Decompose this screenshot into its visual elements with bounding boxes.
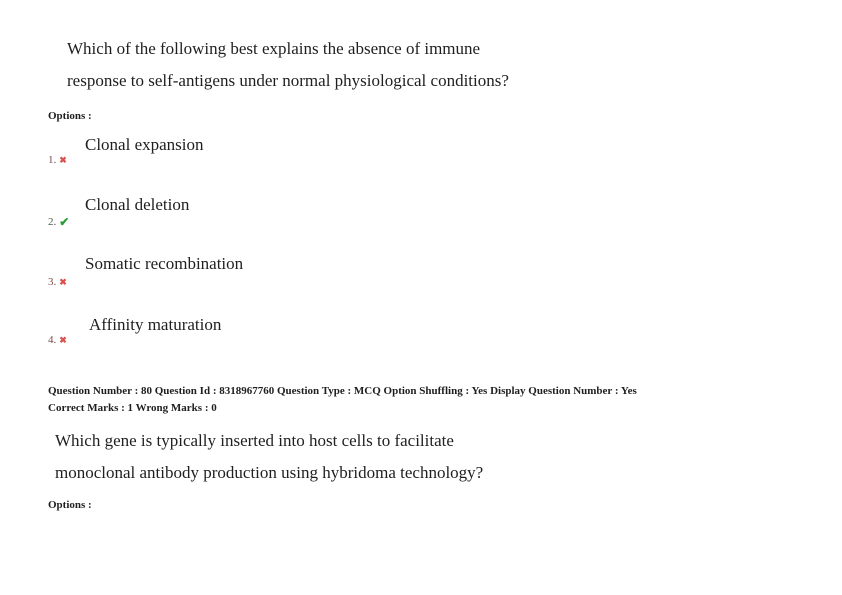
option-1-marker — [48, 154, 67, 166]
question-meta-line-2: Correct Marks : 1 Wrong Marks : 0 — [48, 402, 217, 414]
options-label: Options : — [48, 110, 92, 122]
option-1-text: Clonal expansion — [85, 135, 204, 154]
option-3-number: 3. — [48, 276, 57, 288]
check-icon: ✔ — [59, 215, 70, 229]
question-80-text-line-2: monoclonal antibody production using hybridoma technology? — [55, 463, 484, 482]
option-3-text: Somatic recombination — [85, 254, 244, 273]
cross-icon: ✖ — [59, 277, 67, 287]
option-3-marker — [48, 276, 67, 288]
options-label-80: Options : — [48, 499, 92, 511]
question-text-line-1: Which of the following best explains the absence of immune — [67, 39, 481, 58]
option-2-marker — [48, 216, 69, 228]
question-text-line-2: response to self-antigens under normal physiological conditions? — [67, 71, 509, 90]
cross-icon: ✖ — [59, 335, 67, 345]
option-4-text: Affinity maturation — [89, 315, 222, 334]
option-4-number: 4. — [48, 334, 57, 346]
option-1-number: 1. — [48, 154, 57, 166]
question-meta-line-1: Question Number : 80 Question Id : 8318967760 Question Type : MCQ Option Shuffling : Yes Display Question Number : Yes — [48, 385, 637, 397]
option-2-text: Clonal deletion — [85, 195, 190, 214]
option-4-marker — [48, 334, 67, 346]
option-2-number: 2. — [48, 216, 57, 228]
question-80-text-line-1: Which gene is typically inserted into host cells to facilitate — [55, 431, 454, 450]
cross-icon: ✖ — [59, 155, 67, 165]
